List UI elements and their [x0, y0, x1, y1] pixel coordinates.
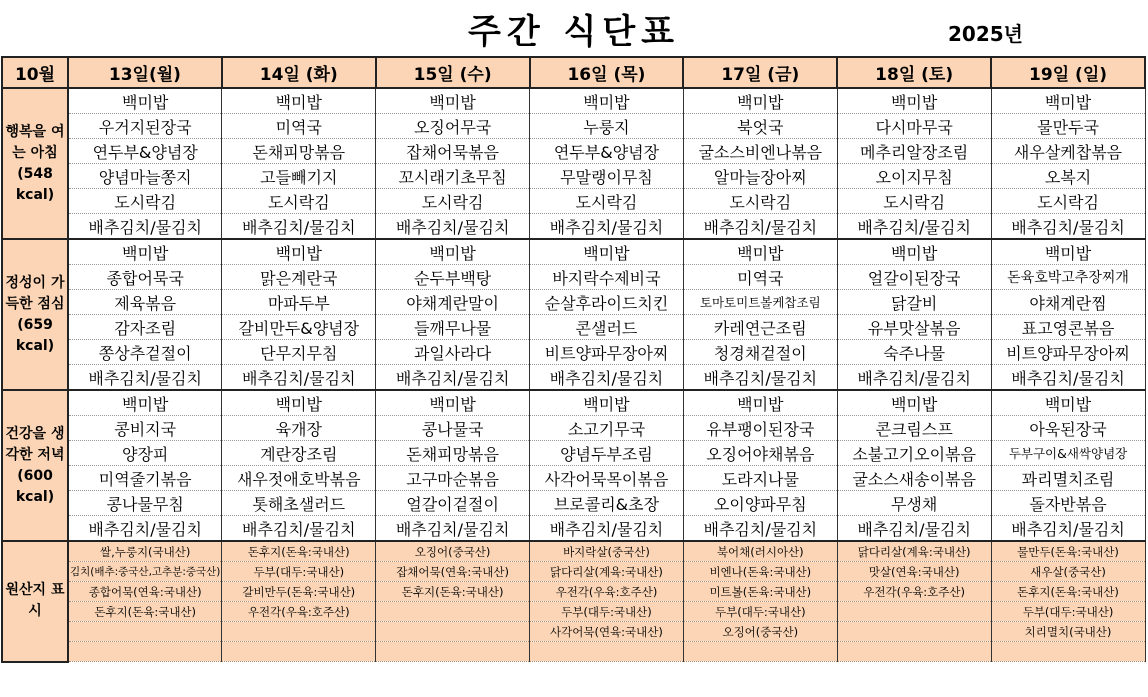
menu-cell: 굴소스비엔나볶음 — [683, 139, 837, 164]
menu-row — [2, 114, 1145, 139]
menu-cell: 오징어야채볶음 — [683, 441, 837, 466]
menu-cell: 돌자반볶음 — [991, 491, 1145, 516]
menu-cell: 알마늘장아찌 — [683, 164, 837, 189]
menu-cell: 바지락수제비국 — [530, 265, 684, 290]
menu-cell: 백미밥 — [837, 88, 991, 114]
menu-cell: 메추리알장조림 — [837, 139, 991, 164]
menu-cell: 돈채피망볶음 — [222, 139, 376, 164]
menu-cell: 사각어묵목이볶음 — [530, 466, 684, 491]
menu-cell: 육개장 — [222, 416, 376, 441]
menu-cell: 유부팽이된장국 — [683, 416, 837, 441]
menu-cell: 배추김치/물김치 — [683, 365, 837, 391]
menu-cell: 양념두부조림 — [530, 441, 684, 466]
origin-cell: 두부(대두:국내산) — [683, 602, 837, 622]
menu-cell: 들깨무나물 — [376, 315, 530, 340]
origin-cell: 두부(대두:국내산) — [222, 562, 376, 582]
origin-row — [2, 602, 1145, 622]
origin-cell: 물만두(돈육:국내산) — [991, 541, 1145, 562]
menu-cell: 돈육호박고추장찌개 — [991, 265, 1145, 290]
menu-cell: 무말랭이무침 — [530, 164, 684, 189]
menu-cell: 연두부&양념장 — [530, 139, 684, 164]
day-header-sat: 18일 (토) — [837, 57, 991, 88]
menu-cell: 브로콜리&초장 — [530, 491, 684, 516]
menu-cell: 우거지된장국 — [68, 114, 222, 139]
origin-cell — [376, 602, 530, 622]
origin-cell: 우전각(우육:호주산) — [222, 602, 376, 622]
menu-row — [2, 239, 1145, 265]
day-header-fri: 17일 (금) — [683, 57, 837, 88]
origin-cell: 새우살(중국산) — [991, 562, 1145, 582]
menu-cell: 숙주나물 — [837, 340, 991, 365]
menu-row — [2, 88, 1145, 114]
menu-cell: 톳해초샐러드 — [222, 491, 376, 516]
menu-cell: 백미밥 — [222, 390, 376, 416]
menu-cell: 야채계란찜 — [991, 290, 1145, 315]
menu-cell: 백미밥 — [68, 390, 222, 416]
menu-row — [2, 416, 1145, 441]
menu-cell: 양장피 — [68, 441, 222, 466]
menu-row — [2, 214, 1145, 240]
menu-cell: 배추김치/물김치 — [222, 516, 376, 542]
menu-cell: 순두부백탕 — [376, 265, 530, 290]
menu-cell: 배추김치/물김치 — [991, 214, 1145, 240]
menu-cell: 도시락김 — [68, 189, 222, 214]
menu-row — [2, 390, 1145, 416]
menu-cell: 누룽지 — [530, 114, 684, 139]
menu-cell: 도시락김 — [376, 189, 530, 214]
origin-cell: 잡채어묵(연육:국내산) — [376, 562, 530, 582]
menu-row — [2, 265, 1145, 290]
menu-cell: 순살후라이드치킨 — [530, 290, 684, 315]
menu-cell: 오이지무침 — [837, 164, 991, 189]
menu-table — [1, 56, 1146, 663]
menu-cell: 배추김치/물김치 — [837, 365, 991, 391]
menu-cell: 백미밥 — [683, 88, 837, 114]
menu-cell: 비트양파무장아찌 — [991, 340, 1145, 365]
menu-cell: 배추김치/물김치 — [530, 516, 684, 542]
origin-cell: 돈후지(돈육:국내산) — [68, 602, 222, 622]
menu-cell: 물만두국 — [991, 114, 1145, 139]
menu-cell: 양념마늘쫑지 — [68, 164, 222, 189]
menu-cell: 콩나물무침 — [68, 491, 222, 516]
menu-cell: 백미밥 — [68, 239, 222, 265]
origin-cell: 닭다리살(계육:국내산) — [530, 562, 684, 582]
origin-cell: 돈후지(돈육:국내산) — [376, 582, 530, 602]
menu-cell: 배추김치/물김치 — [683, 214, 837, 240]
menu-cell: 백미밥 — [222, 88, 376, 114]
menu-cell: 단무지무침 — [222, 340, 376, 365]
menu-cell: 유부맛살볶음 — [837, 315, 991, 340]
origin-cell — [837, 622, 991, 642]
menu-cell: 카레연근조림 — [683, 315, 837, 340]
menu-cell: 배추김치/물김치 — [991, 365, 1145, 391]
origin-cell: 쌀,누룽지(국내산) — [68, 541, 222, 562]
menu-cell: 백미밥 — [222, 239, 376, 265]
menu-cell: 백미밥 — [68, 88, 222, 114]
menu-cell: 백미밥 — [683, 390, 837, 416]
day-header-sun: 19일 (일) — [991, 57, 1145, 88]
menu-cell: 다시마무국 — [837, 114, 991, 139]
menu-cell: 오복지 — [991, 164, 1145, 189]
year-label: 2025년 — [948, 22, 1023, 46]
origin-row — [2, 562, 1145, 582]
menu-cell: 콩비지국 — [68, 416, 222, 441]
menu-cell: 잡채어묵볶음 — [376, 139, 530, 164]
menu-cell: 청경채겉절이 — [683, 340, 837, 365]
menu-row — [2, 290, 1145, 315]
menu-cell: 얼갈이겉절이 — [376, 491, 530, 516]
menu-cell: 백미밥 — [683, 239, 837, 265]
menu-cell: 얼갈이된장국 — [837, 265, 991, 290]
origin-cell — [991, 642, 1145, 662]
origin-cell: 두부(대두:국내산) — [530, 602, 684, 622]
dinner-label: 건강을 생각한 저녁 (600 kcal) — [2, 390, 68, 541]
day-header-wed: 15일 (수) — [376, 57, 530, 88]
breakfast-label: 행복을 여는 아침 (548 kcal) — [2, 88, 68, 239]
menu-cell: 미역국 — [683, 265, 837, 290]
origin-cell: 우전각(우육:호주산) — [837, 582, 991, 602]
menu-cell: 배추김치/물김치 — [991, 516, 1145, 542]
menu-cell: 닭갈비 — [837, 290, 991, 315]
origin-cell: 치리멸치(국내산) — [991, 622, 1145, 642]
menu-cell: 백미밥 — [530, 390, 684, 416]
menu-row — [2, 164, 1145, 189]
menu-cell: 배추김치/물김치 — [837, 214, 991, 240]
menu-cell: 고구마순볶음 — [376, 466, 530, 491]
origin-label: 원산지 표시 — [2, 541, 68, 662]
menu-cell: 야채계란말이 — [376, 290, 530, 315]
origin-cell: 미트볼(돈육:국내산) — [683, 582, 837, 602]
month-header: 10월 — [2, 57, 68, 88]
origin-row — [2, 582, 1145, 602]
menu-cell: 두부구이&새싹양념장 — [991, 441, 1145, 466]
menu-cell: 미역줄기볶음 — [68, 466, 222, 491]
menu-cell: 소고기무국 — [530, 416, 684, 441]
menu-cell: 도시락김 — [837, 189, 991, 214]
day-header-mon: 13일(월) — [68, 57, 222, 88]
origin-cell — [837, 602, 991, 622]
menu-cell: 갈비만두&양념장 — [222, 315, 376, 340]
menu-cell: 백미밥 — [991, 88, 1145, 114]
menu-cell: 계란장조림 — [222, 441, 376, 466]
menu-cell: 고들빼기지 — [222, 164, 376, 189]
menu-cell: 연두부&양념장 — [68, 139, 222, 164]
menu-cell: 백미밥 — [991, 390, 1145, 416]
origin-cell: 북어채(러시아산) — [683, 541, 837, 562]
origin-cell — [68, 622, 222, 642]
menu-cell: 백미밥 — [530, 88, 684, 114]
header-row — [2, 57, 1145, 88]
origin-cell: 돈후지(돈육:국내산) — [222, 541, 376, 562]
menu-cell: 도시락김 — [222, 189, 376, 214]
origin-cell: 사각어묵(연육:국내산) — [530, 622, 684, 642]
origin-cell — [68, 642, 222, 662]
menu-row — [2, 491, 1145, 516]
menu-cell: 배추김치/물김치 — [376, 214, 530, 240]
menu-row — [2, 441, 1145, 466]
menu-row — [2, 365, 1145, 391]
menu-cell: 백미밥 — [376, 390, 530, 416]
menu-row — [2, 340, 1145, 365]
origin-cell: 닭다리살(계육:국내산) — [837, 541, 991, 562]
menu-cell: 도시락김 — [991, 189, 1145, 214]
origin-cell — [837, 642, 991, 662]
menu-cell: 과일사라다 — [376, 340, 530, 365]
menu-cell: 쫑상추겉절이 — [68, 340, 222, 365]
menu-cell: 도시락김 — [530, 189, 684, 214]
menu-cell: 배추김치/물김치 — [530, 214, 684, 240]
origin-cell: 맛살(연육:국내산) — [837, 562, 991, 582]
origin-cell: 종합어묵(연육:국내산) — [68, 582, 222, 602]
menu-cell: 마파두부 — [222, 290, 376, 315]
day-header-thu: 16일 (목) — [530, 57, 684, 88]
menu-cell: 배추김치/물김치 — [68, 516, 222, 542]
menu-cell: 꼬시래기초무침 — [376, 164, 530, 189]
menu-cell: 표고영콘볶음 — [991, 315, 1145, 340]
menu-cell: 백미밥 — [837, 239, 991, 265]
menu-cell: 도라지나물 — [683, 466, 837, 491]
menu-cell: 비트양파무장아찌 — [530, 340, 684, 365]
origin-cell: 김치(배추:중국산,고추분:중국산) — [68, 562, 222, 582]
origin-cell — [222, 642, 376, 662]
menu-cell: 오징어무국 — [376, 114, 530, 139]
menu-cell: 백미밥 — [376, 239, 530, 265]
menu-row — [2, 315, 1145, 340]
menu-row — [2, 139, 1145, 164]
menu-cell: 도시락김 — [683, 189, 837, 214]
origin-cell: 바지락살(중국산) — [530, 541, 684, 562]
origin-cell: 오징어(중국산) — [376, 541, 530, 562]
origin-row — [2, 541, 1145, 562]
menu-cell: 백미밥 — [530, 239, 684, 265]
menu-cell: 콩나물국 — [376, 416, 530, 441]
menu-cell: 돈채피망볶음 — [376, 441, 530, 466]
menu-cell: 백미밥 — [991, 239, 1145, 265]
menu-cell: 굴소스새송이볶음 — [837, 466, 991, 491]
origin-cell — [222, 622, 376, 642]
menu-cell: 배추김치/물김치 — [222, 365, 376, 391]
menu-cell: 배추김치/물김치 — [683, 516, 837, 542]
menu-cell: 배추김치/물김치 — [530, 365, 684, 391]
menu-cell: 백미밥 — [837, 390, 991, 416]
origin-cell — [376, 642, 530, 662]
menu-cell: 새우살케찹볶음 — [991, 139, 1145, 164]
menu-cell: 백미밥 — [376, 88, 530, 114]
page-title: 주간 식단표 — [467, 12, 681, 52]
menu-cell: 감자조림 — [68, 315, 222, 340]
menu-row — [2, 466, 1145, 491]
menu-cell: 꽈리멸치조림 — [991, 466, 1145, 491]
menu-cell: 배추김치/물김치 — [68, 365, 222, 391]
origin-cell: 돈후지(돈육:국내산) — [991, 582, 1145, 602]
origin-cell — [683, 642, 837, 662]
menu-cell: 토마토미트볼케찹조림 — [683, 290, 837, 315]
menu-row — [2, 189, 1145, 214]
origin-cell: 두부(대두:국내산) — [991, 602, 1145, 622]
menu-cell: 콘샐러드 — [530, 315, 684, 340]
menu-cell: 배추김치/물김치 — [68, 214, 222, 240]
lunch-label: 정성이 가득한 점심 (659 kcal) — [2, 239, 68, 390]
menu-cell: 배추김치/물김치 — [222, 214, 376, 240]
origin-row — [2, 642, 1145, 662]
origin-cell: 우전각(우육:호주산) — [530, 582, 684, 602]
menu-row — [2, 516, 1145, 542]
origin-cell — [530, 642, 684, 662]
menu-cell: 콘크림스프 — [837, 416, 991, 441]
origin-cell: 비엔나(돈육:국내산) — [683, 562, 837, 582]
menu-cell: 아욱된장국 — [991, 416, 1145, 441]
origin-cell: 오징어(중국산) — [683, 622, 837, 642]
origin-row — [2, 622, 1145, 642]
menu-cell: 배추김치/물김치 — [837, 516, 991, 542]
menu-cell: 맑은계란국 — [222, 265, 376, 290]
menu-cell: 북엇국 — [683, 114, 837, 139]
day-header-tue: 14일 (화) — [222, 57, 376, 88]
menu-cell: 오이양파무침 — [683, 491, 837, 516]
menu-cell: 배추김치/물김치 — [376, 365, 530, 391]
menu-cell: 제육볶음 — [68, 290, 222, 315]
menu-cell: 소불고기오이볶음 — [837, 441, 991, 466]
menu-cell: 종합어묵국 — [68, 265, 222, 290]
menu-cell: 새우젓애호박볶음 — [222, 466, 376, 491]
menu-cell: 배추김치/물김치 — [376, 516, 530, 542]
menu-cell: 무생채 — [837, 491, 991, 516]
origin-cell — [376, 622, 530, 642]
origin-cell: 갈비만두(돈육:국내산) — [222, 582, 376, 602]
menu-cell: 미역국 — [222, 114, 376, 139]
